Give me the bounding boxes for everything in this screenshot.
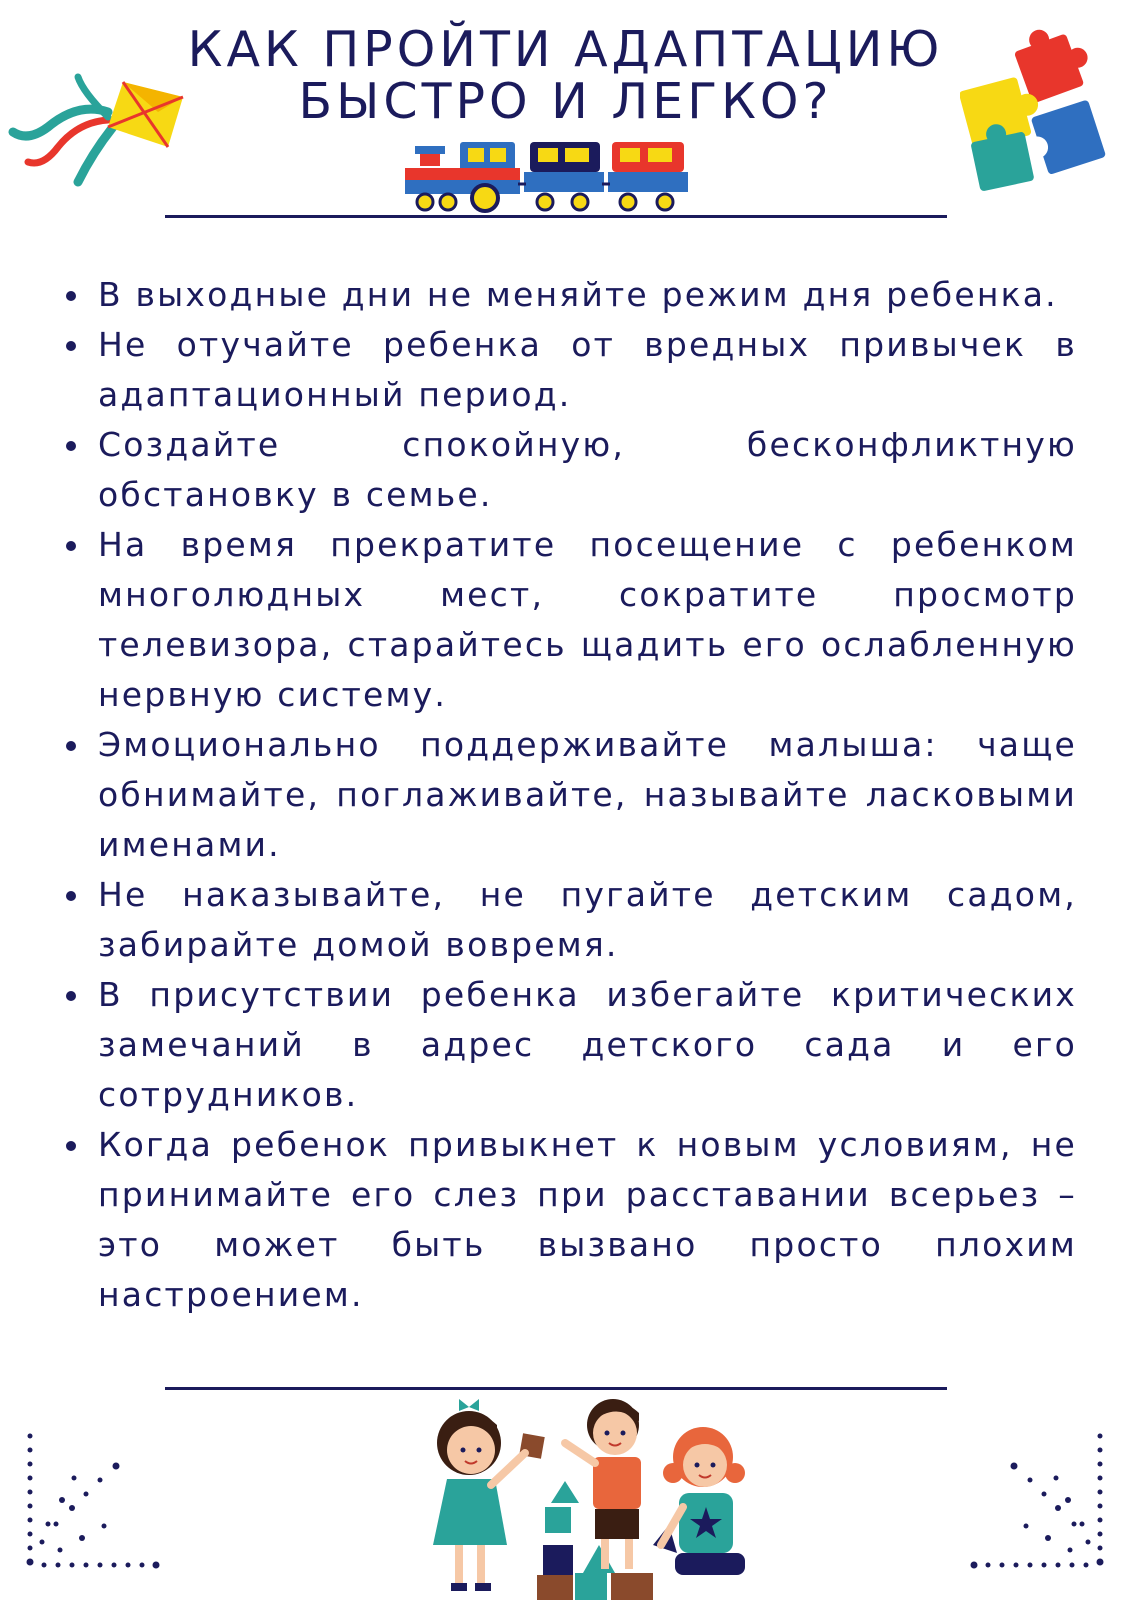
tips-list — [62, 270, 1077, 1320]
top-divider — [165, 215, 947, 218]
list-item — [62, 720, 1077, 870]
tip-text: Не наказывайте, не пугайте детским садом, забирайте домой вовремя. — [98, 875, 1077, 964]
page-title-line-1: КАК ПРОЙТИ АДАПТАЦИЮ — [187, 21, 944, 78]
list-item — [62, 870, 1077, 970]
bullet-icon — [66, 541, 76, 551]
page-title-line-2: БЫСТРО И ЛЕГКО? — [298, 73, 833, 130]
bullet-icon — [66, 991, 76, 1001]
list-item — [62, 520, 1077, 720]
tip-text: В выходные дни не меняйте режим дня ребенка. — [98, 275, 1058, 314]
bullet-icon — [66, 341, 76, 351]
tip-text: Когда ребенок привыкнет к новым условиям, не принимайте его слез при расставании всерьез – это может быть вызвано просто плохим настроением. — [98, 1125, 1077, 1314]
kite-icon — [8, 72, 188, 192]
bullet-icon — [66, 891, 76, 901]
tip-text: Эмоционально поддерживайте малыша: чаще обнимайте, поглаживайте, называйте ласковыми именами. — [98, 725, 1077, 864]
dotted-firework-icon — [20, 1432, 170, 1582]
tip-text: В присутствии ребенка избегайте критических замечаний в адрес детского сада и его сотрудников. — [98, 975, 1077, 1114]
children-with-blocks-illustration — [425, 1395, 775, 1600]
tip-text: Создайте спокойную, бесконфликтную обстановку в семье. — [98, 425, 1077, 514]
bullet-icon — [66, 1141, 76, 1151]
list-item — [62, 1120, 1077, 1320]
train-icon — [400, 140, 700, 216]
list-item — [62, 420, 1077, 520]
bullet-icon — [66, 741, 76, 751]
bullet-icon — [66, 441, 76, 451]
dotted-firework-icon — [960, 1432, 1110, 1582]
list-item — [62, 970, 1077, 1120]
bullet-icon — [66, 291, 76, 301]
puzzle-icon — [960, 22, 1120, 192]
tip-text: Не отучайте ребенка от вредных привычек в адаптационный период. — [98, 325, 1077, 414]
tip-text: На время прекратите посещение с ребенком многолюдных мест, сократите просмотр телевизора, старайтесь щадить его ослабленную нервную систему. — [98, 525, 1077, 714]
list-item — [62, 320, 1077, 420]
list-item — [62, 270, 1077, 320]
bottom-divider — [165, 1387, 947, 1390]
